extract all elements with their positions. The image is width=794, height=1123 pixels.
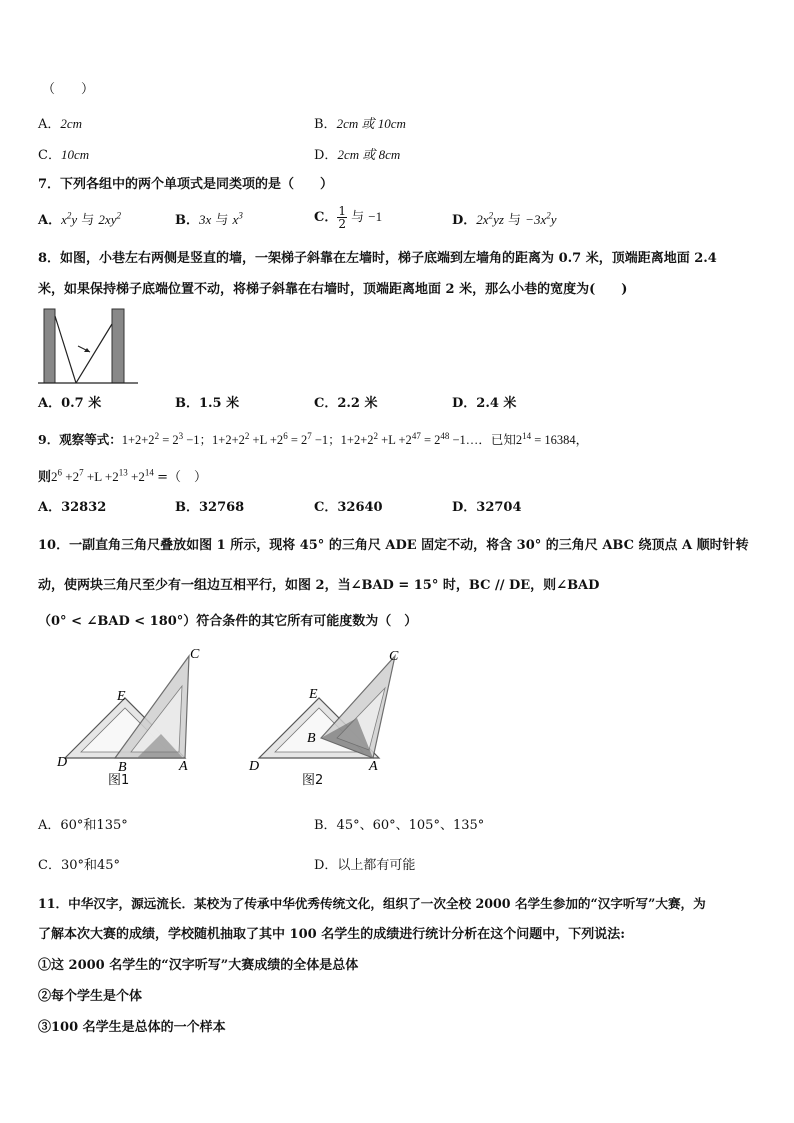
q6-option-b[interactable] bbox=[314, 116, 406, 133]
left-wall bbox=[44, 309, 55, 383]
label-e: E bbox=[117, 689, 126, 704]
q10-option-d[interactable]: D．以上都有可能 bbox=[314, 858, 416, 873]
q9-known-value: = 16384， bbox=[534, 433, 589, 447]
q8-stem-line1: 8．如图，小巷左右两侧是竖直的墙，一架梯子斜靠在左墙时，梯子底端到左墙角的距离为 0.7 米，顶端距离地面 2.4 bbox=[38, 251, 717, 266]
q10-stem-line2: 动，使两块三角尺至少有一组边互相平行，如图 2，当∠BAD = 15° 时，BC // DE，则∠BAD bbox=[38, 578, 600, 593]
right-wall bbox=[112, 309, 124, 383]
math-expr: $x^3$ bbox=[232, 210, 243, 227]
option-label: A． bbox=[38, 213, 62, 228]
label-c: C bbox=[389, 649, 399, 664]
q10-option-b[interactable]: B．45°、60°、105°、135° bbox=[314, 818, 485, 833]
q9-stem-line1 bbox=[38, 432, 588, 448]
label-c: C bbox=[190, 647, 200, 662]
q11-item-3: ③100 名学生是总体的一个样本 bbox=[38, 1020, 226, 1035]
label-a: A bbox=[179, 759, 188, 774]
q10-stem-line3: （0° < ∠BAD < 180°）符合条件的其它所有可能度数为（ ） bbox=[38, 614, 418, 629]
q9-option-d[interactable]: D．32704 bbox=[452, 500, 522, 515]
option-text: 与 bbox=[211, 213, 233, 228]
ladder-right bbox=[76, 324, 112, 383]
math-expr: $2x^2yz$ bbox=[476, 210, 504, 227]
option-label: C． bbox=[38, 148, 61, 163]
math-expr: $x^2y$ bbox=[61, 210, 78, 227]
option-text: 2cm bbox=[60, 116, 83, 131]
q10-option-c[interactable]: C．30°和45° bbox=[38, 858, 121, 873]
fig2-caption: 图2 bbox=[302, 773, 324, 788]
q7-stem: 7．下列各组中的两个单项式是同类项的是（ ） bbox=[38, 177, 334, 192]
q9-line2-prefix: 则 bbox=[38, 470, 52, 485]
q9-option-b[interactable]: B．32768 bbox=[175, 500, 245, 515]
math-expr: $-3x^2y$ bbox=[525, 210, 557, 227]
q7-option-c[interactable] bbox=[314, 205, 382, 230]
option-text: 2cm 或 10cm bbox=[336, 116, 406, 131]
q11-item-1: ①这 2000 名学生的“汉字听写”大赛成绩的全体是总体 bbox=[38, 958, 359, 973]
option-label: A． bbox=[38, 117, 61, 132]
option-text: 与 bbox=[503, 213, 526, 228]
q8-option-a[interactable]: A．0.7 米 bbox=[38, 396, 102, 411]
q6-answer-paren: （ ） bbox=[42, 82, 95, 97]
label-d: D bbox=[249, 759, 260, 774]
math-expr: $1+2+2^2 = 2^3 -1$；$1+2+2^2 +L +2^6 = 2^7 -1$；$1+2+2^2 +L +2^{47} = 2^{48}$ −1… bbox=[121, 430, 479, 447]
option-text: 与 bbox=[347, 210, 369, 225]
q9-prefix: 9．观察等式： bbox=[38, 432, 122, 447]
option-label: B． bbox=[175, 213, 199, 228]
q8-option-d[interactable]: D．2.4 米 bbox=[452, 396, 517, 411]
math-expr: $2^6 +2^7 +L +2^{13} +2^{14}$ bbox=[51, 467, 154, 484]
q9-stem-line2 bbox=[38, 469, 207, 486]
math-expr: $2xy^2$ bbox=[98, 210, 121, 227]
q9-known: ．已知 bbox=[478, 432, 516, 447]
label-b: B bbox=[118, 760, 127, 775]
label-b: B bbox=[307, 731, 316, 746]
q7-option-a[interactable] bbox=[38, 212, 121, 229]
label-e: E bbox=[309, 687, 318, 702]
option-label: C． bbox=[314, 210, 338, 225]
q9-option-a[interactable]: A．32832 bbox=[38, 500, 107, 515]
option-text: 2cm 或 8cm bbox=[337, 147, 401, 162]
math-expr: $2^{14}$ bbox=[515, 430, 532, 447]
ladder-left bbox=[55, 316, 76, 383]
q7-option-d[interactable] bbox=[452, 212, 557, 229]
q11-stem-line1: 11．中华汉字，源远流长．某校为了传承中华优秀传统文化，组织了一次全校 2000 名学生参加的“汉字听写”大赛，为 bbox=[38, 896, 706, 911]
q7-option-b[interactable] bbox=[175, 212, 243, 229]
fraction: $\frac{1}{2}$ bbox=[338, 204, 346, 231]
q8-option-c[interactable]: C．2.2 米 bbox=[314, 396, 378, 411]
label-d: D bbox=[57, 755, 68, 770]
q10-stem-line1: 10．一副直角三角尺叠放如图 1 所示，现将 45° 的三角尺 ADE 固定不动，将含 30° 的三角尺 ABC 绕顶点 A 顺时针转 bbox=[38, 538, 749, 553]
q10-option-a[interactable]: A．60°和135° bbox=[38, 818, 128, 833]
triangle-figure-1 bbox=[55, 646, 205, 791]
q11-stem-line2: 了解本次大赛的成绩，学校随机抽取了其中 100 名学生的成绩进行统计分析在这个问题中，下列说法: bbox=[38, 927, 625, 942]
option-text: 10cm bbox=[60, 147, 90, 162]
alley-ladder-figure bbox=[38, 308, 138, 386]
q11-item-2: ②每个学生是个体 bbox=[38, 989, 143, 1004]
q6-option-c[interactable] bbox=[38, 147, 89, 164]
math-expr: 3x bbox=[199, 212, 212, 227]
q9-line2-suffix: =（ ） bbox=[157, 470, 207, 485]
fig1-caption: 图1 bbox=[108, 773, 130, 788]
triangle-figure-2 bbox=[245, 646, 405, 791]
q8-option-b[interactable]: B．1.5 米 bbox=[175, 396, 240, 411]
q9-option-c[interactable]: C．32640 bbox=[314, 500, 383, 515]
q6-option-a[interactable] bbox=[38, 116, 82, 133]
label-a: A bbox=[369, 759, 378, 774]
option-label: D． bbox=[452, 213, 477, 228]
q8-stem-line2: 米，如果保持梯子底端位置不动，将梯子斜靠在右墙时，顶端距离地面 2 米，那么小巷的宽度为( ) bbox=[38, 282, 628, 297]
option-text: 与 bbox=[77, 213, 99, 228]
option-label: D． bbox=[314, 148, 338, 163]
math-expr: −1 bbox=[368, 209, 383, 224]
option-label: B． bbox=[314, 117, 337, 132]
q6-option-d[interactable] bbox=[314, 147, 400, 164]
